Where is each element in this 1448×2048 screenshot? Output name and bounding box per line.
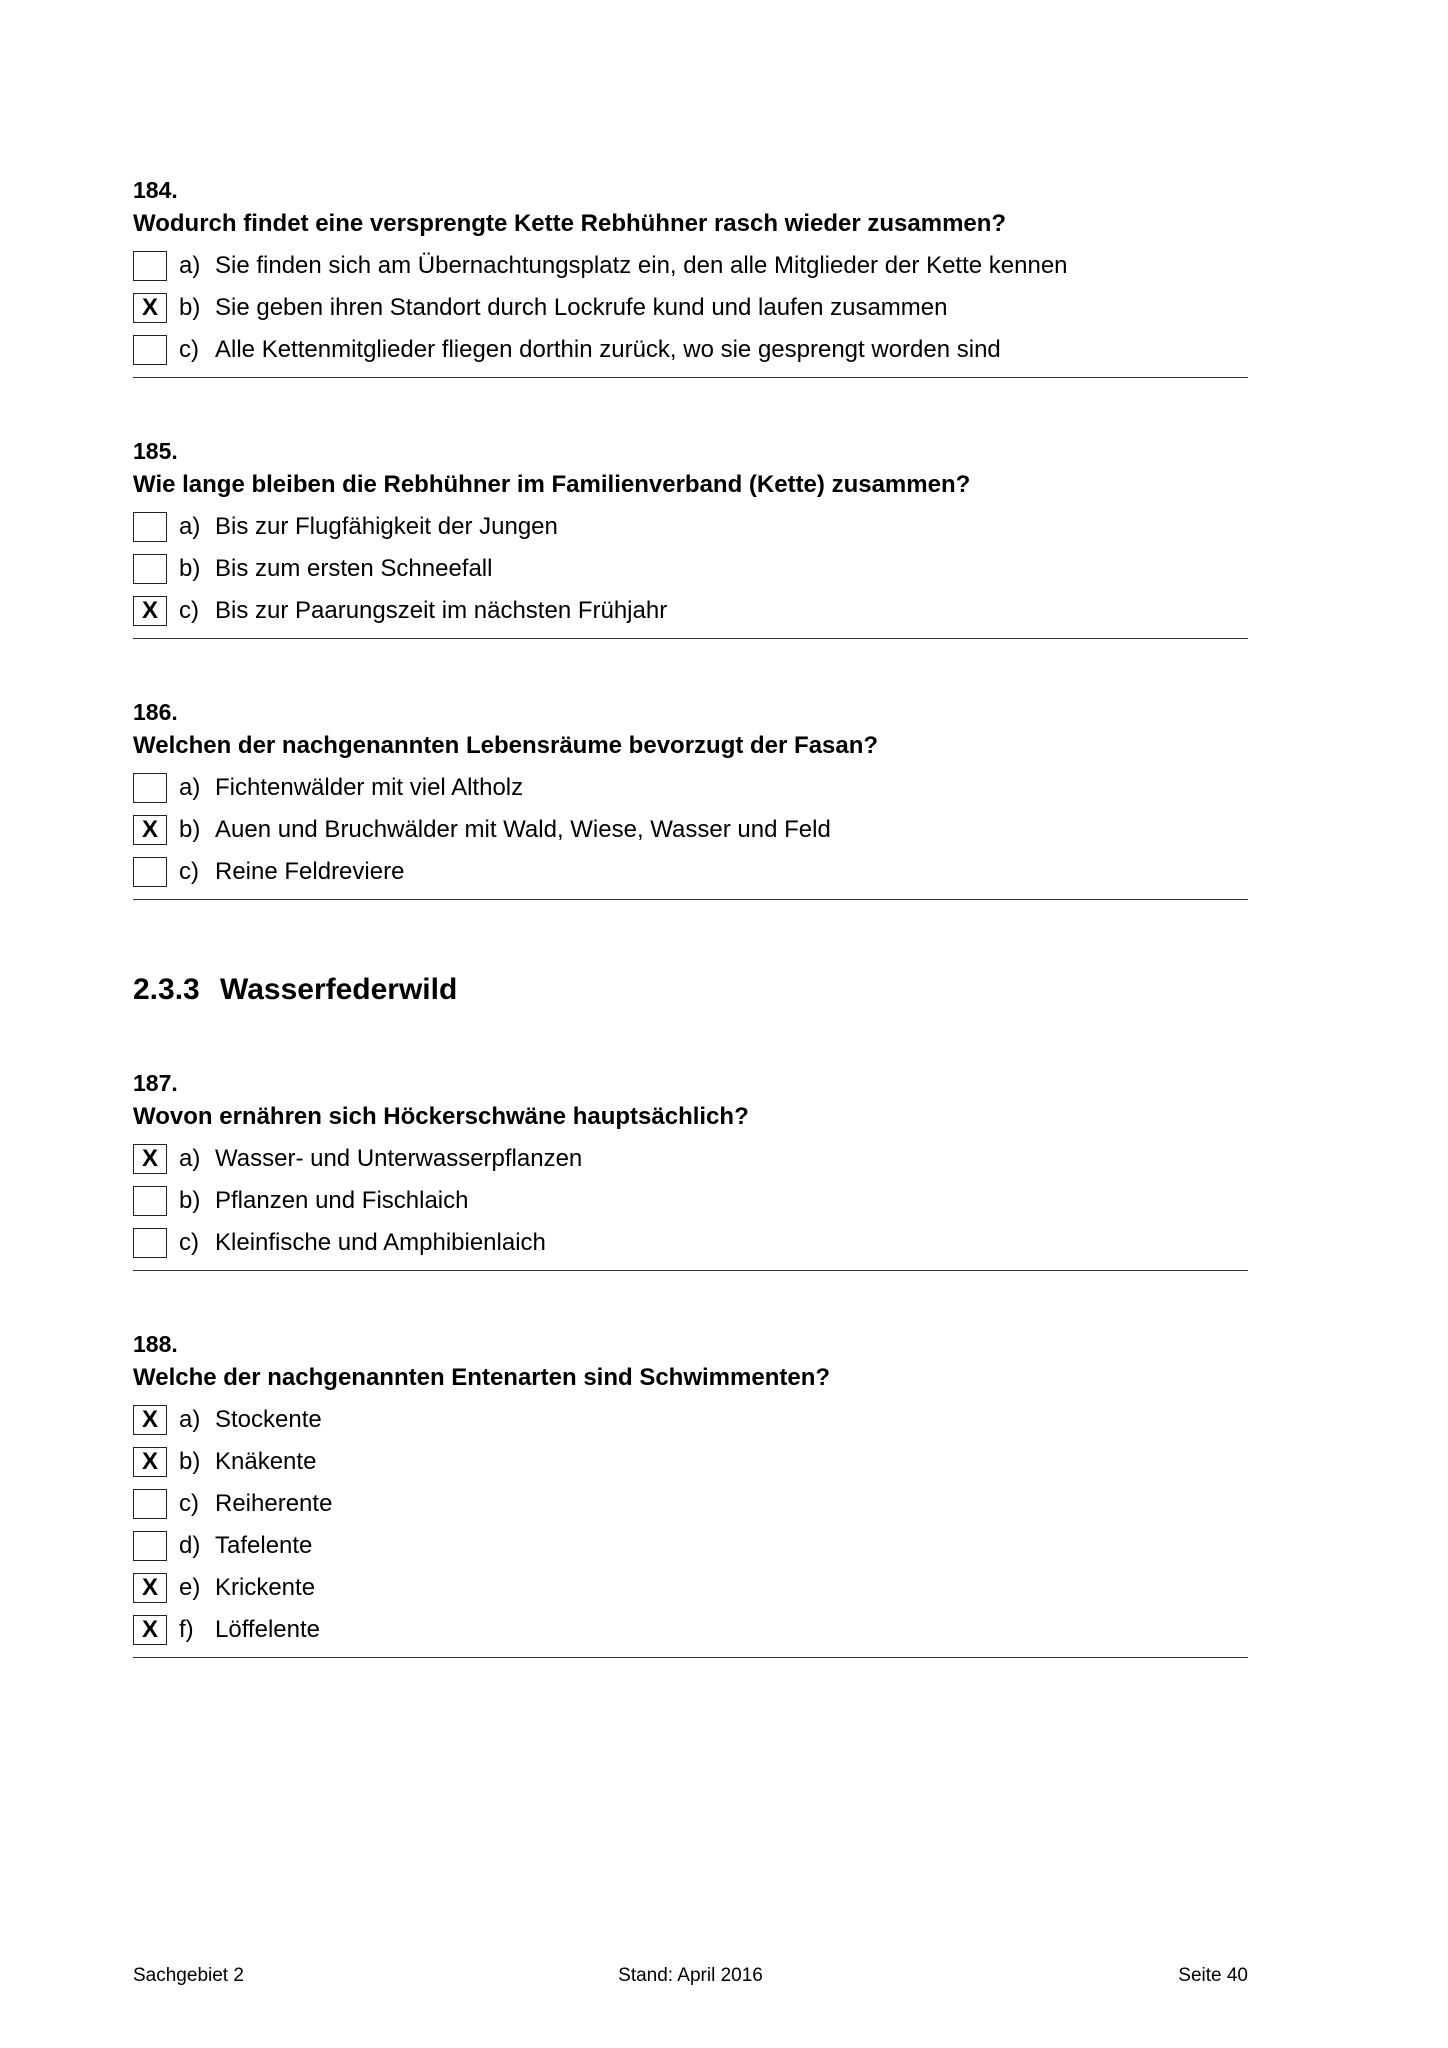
question-number: 186. (133, 699, 178, 725)
answer-list (133, 245, 1248, 371)
answer-option (133, 767, 1248, 809)
answer-checkbox[interactable] (133, 1228, 167, 1258)
answer-option (133, 548, 1248, 590)
question-number: 185. (133, 438, 178, 464)
answer-option (133, 287, 1248, 329)
answer-checkbox[interactable] (133, 554, 167, 584)
answer-letter: e) (179, 1574, 201, 1601)
section-title: Wasserfederwild (220, 973, 458, 1006)
answer-option (133, 329, 1248, 371)
question-text: Welchen der nachgenannten Lebensräume bevorzugt der Fasan? (133, 732, 879, 759)
answer-checkbox[interactable]: X (133, 293, 167, 323)
answer-text: Sie finden sich am Übernachtungsplatz ein, den alle Mitglieder der Kette kennen (215, 252, 1068, 279)
question (133, 1329, 1248, 1658)
question-divider (133, 899, 1248, 900)
question-text: Wie lange bleiben die Rebhühner im Familienverband (Kette) zusammen? (133, 471, 971, 498)
page-footer (133, 1963, 1248, 1989)
question-divider (133, 377, 1248, 378)
answer-option (133, 1180, 1248, 1222)
answer-letter: a) (179, 774, 201, 801)
question-divider (133, 1270, 1248, 1271)
answer-checkbox[interactable]: X (133, 1144, 167, 1174)
answer-checkbox[interactable] (133, 1186, 167, 1216)
answer-option (133, 1567, 1248, 1609)
answer-option (133, 851, 1248, 893)
answer-checkbox[interactable] (133, 512, 167, 542)
question (133, 697, 1248, 900)
answer-text: Stockente (215, 1406, 322, 1433)
answer-checkbox[interactable]: X (133, 1573, 167, 1603)
answer-text: Kleinfische und Amphibienlaich (215, 1229, 546, 1256)
answer-option (133, 590, 1248, 632)
answer-text: Löffelente (215, 1616, 320, 1643)
answer-checkbox[interactable]: X (133, 596, 167, 626)
answer-letter: b) (179, 294, 201, 321)
answer-letter: c) (179, 1229, 199, 1256)
section-heading (133, 972, 1248, 1008)
answer-checkbox[interactable] (133, 251, 167, 281)
answer-list (133, 1399, 1248, 1651)
answer-letter: d) (179, 1532, 201, 1559)
answer-text: Krickente (215, 1574, 316, 1601)
answer-checkbox[interactable]: X (133, 815, 167, 845)
answer-text: Alle Kettenmitglieder fliegen dorthin zurück, wo sie gesprengt worden sind (215, 336, 1001, 363)
answer-option (133, 1609, 1248, 1651)
answer-list (133, 1138, 1248, 1264)
questions-part-2 (133, 1068, 1248, 1658)
answer-option (133, 245, 1248, 287)
answer-letter: c) (179, 336, 199, 363)
answer-text: Bis zum ersten Schneefall (215, 555, 493, 582)
spacer (133, 639, 1248, 697)
answer-checkbox[interactable] (133, 773, 167, 803)
question-text: Wovon ernähren sich Höckerschwäne hauptsächlich? (133, 1103, 749, 1130)
answer-text: Fichtenwälder mit viel Altholz (215, 774, 524, 801)
footer-page-number: Seite 40 (1178, 1965, 1248, 1986)
answer-letter: b) (179, 555, 201, 582)
footer-subject: Sachgebiet 2 (133, 1965, 244, 1986)
question-number: 187. (133, 1070, 178, 1096)
answer-option (133, 1222, 1248, 1264)
answer-letter: a) (179, 1145, 201, 1172)
page-content (133, 175, 1248, 1658)
spacer (133, 900, 1248, 958)
answer-option (133, 1138, 1248, 1180)
answer-option (133, 1525, 1248, 1567)
questions-part-1 (133, 175, 1248, 958)
answer-text: Knäkente (215, 1448, 317, 1475)
answer-checkbox[interactable] (133, 857, 167, 887)
answer-letter: c) (179, 1490, 199, 1517)
section-number: 2.3.3 (133, 973, 200, 1006)
answer-text: Pflanzen und Fischlaich (215, 1187, 469, 1214)
question-text: Welche der nachgenannten Entenarten sind Schwimmenten? (133, 1364, 831, 1391)
answer-text: Reiherente (215, 1490, 333, 1517)
answer-option (133, 1483, 1248, 1525)
answer-text: Bis zur Flugfähigkeit der Jungen (215, 513, 558, 540)
answer-letter: b) (179, 1448, 201, 1475)
answer-letter: c) (179, 597, 199, 624)
question-text: Wodurch findet eine versprengte Kette Rebhühner rasch wieder zusammen? (133, 210, 1007, 237)
answer-text: Tafelente (215, 1532, 313, 1559)
answer-letter: b) (179, 1187, 201, 1214)
answer-letter: f) (179, 1616, 194, 1643)
answer-letter: a) (179, 1406, 201, 1433)
answer-option (133, 809, 1248, 851)
answer-text: Auen und Bruchwälder mit Wald, Wiese, Wasser und Feld (215, 816, 831, 843)
question-divider (133, 638, 1248, 639)
question-number: 188. (133, 1331, 178, 1357)
answer-list (133, 506, 1248, 632)
answer-letter: c) (179, 858, 199, 885)
answer-checkbox[interactable]: X (133, 1447, 167, 1477)
answer-checkbox[interactable] (133, 335, 167, 365)
answer-text: Reine Feldreviere (215, 858, 405, 885)
answer-checkbox[interactable] (133, 1531, 167, 1561)
answer-list (133, 767, 1248, 893)
spacer (133, 378, 1248, 436)
footer-date: Stand: April 2016 (618, 1965, 763, 1986)
answer-text: Bis zur Paarungszeit im nächsten Frühjahr (215, 597, 668, 624)
question-divider (133, 1657, 1248, 1658)
question (133, 436, 1248, 639)
question-number: 184. (133, 177, 178, 203)
answer-checkbox[interactable]: X (133, 1405, 167, 1435)
answer-checkbox[interactable] (133, 1489, 167, 1519)
answer-checkbox[interactable]: X (133, 1615, 167, 1645)
answer-option (133, 1399, 1248, 1441)
answer-text: Wasser- und Unterwasserpflanzen (215, 1145, 583, 1172)
answer-option (133, 1441, 1248, 1483)
question (133, 1068, 1248, 1271)
answer-option (133, 506, 1248, 548)
answer-text: Sie geben ihren Standort durch Lockrufe kund und laufen zusammen (215, 294, 948, 321)
spacer (133, 1271, 1248, 1329)
answer-letter: b) (179, 816, 201, 843)
question (133, 175, 1248, 378)
answer-letter: a) (179, 513, 201, 540)
answer-letter: a) (179, 252, 201, 279)
